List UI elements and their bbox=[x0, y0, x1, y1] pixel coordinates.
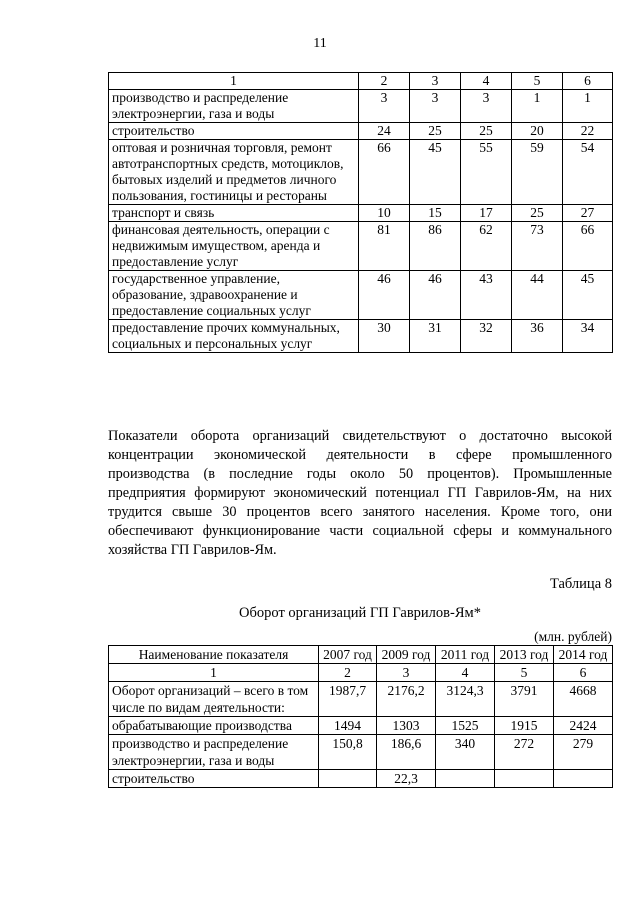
row-label: производство и распределение электроэнергии, газа и воды bbox=[109, 90, 359, 123]
cell-value: 150,8 bbox=[319, 735, 377, 770]
row-label: государственное управление, образование, здравоохранение и предоставление социальных услуг bbox=[109, 271, 359, 320]
column-number: 2 bbox=[359, 73, 410, 90]
activity-table bbox=[108, 72, 613, 353]
cell-value: 36 bbox=[512, 320, 563, 353]
cell-value: 46 bbox=[359, 271, 410, 320]
cell-value: 1494 bbox=[319, 717, 377, 735]
cell-value bbox=[554, 770, 613, 788]
row-label: транспорт и связь bbox=[109, 205, 359, 222]
cell-value: 25 bbox=[512, 205, 563, 222]
cell-value: 25 bbox=[410, 123, 461, 140]
column-header: Наименование показателя bbox=[109, 646, 319, 664]
cell-value: 55 bbox=[461, 140, 512, 205]
column-number: 1 bbox=[109, 664, 319, 682]
cell-value bbox=[319, 770, 377, 788]
cell-value: 81 bbox=[359, 222, 410, 271]
cell-value: 22 bbox=[563, 123, 613, 140]
row-label: предоставление прочих коммунальных, социальных и персональных услуг bbox=[109, 320, 359, 353]
page-number: 11 bbox=[313, 36, 327, 51]
cell-value: 3 bbox=[410, 90, 461, 123]
cell-value: 24 bbox=[359, 123, 410, 140]
cell-value: 30 bbox=[359, 320, 410, 353]
cell-value: 25 bbox=[461, 123, 512, 140]
cell-value: 2176,2 bbox=[377, 682, 436, 717]
turnover-table bbox=[108, 645, 613, 788]
cell-value: 45 bbox=[410, 140, 461, 205]
cell-value: 15 bbox=[410, 205, 461, 222]
table-row bbox=[109, 205, 613, 222]
cell-value: 4668 bbox=[554, 682, 613, 717]
table-title: Оборот организаций ГП Гаврилов-Ям* bbox=[239, 605, 481, 621]
table-number-label: Таблица 8 bbox=[549, 576, 612, 592]
table-header-row bbox=[109, 646, 613, 664]
cell-value: 32 bbox=[461, 320, 512, 353]
column-number: 6 bbox=[554, 664, 613, 682]
table-index-row bbox=[109, 664, 613, 682]
cell-value: 3791 bbox=[495, 682, 554, 717]
table-row bbox=[109, 140, 613, 205]
table-row bbox=[109, 271, 613, 320]
table-row bbox=[109, 682, 613, 717]
column-number: 5 bbox=[512, 73, 563, 90]
cell-value: 34 bbox=[563, 320, 613, 353]
cell-value: 1303 bbox=[377, 717, 436, 735]
cell-value: 44 bbox=[512, 271, 563, 320]
table-row bbox=[109, 717, 613, 735]
cell-value: 45 bbox=[563, 271, 613, 320]
column-header: 2009 год bbox=[377, 646, 436, 664]
column-number: 1 bbox=[109, 73, 359, 90]
cell-value: 86 bbox=[410, 222, 461, 271]
table-row bbox=[109, 222, 613, 271]
cell-value: 1915 bbox=[495, 717, 554, 735]
table-row bbox=[109, 320, 613, 353]
cell-value: 66 bbox=[563, 222, 613, 271]
column-header: 2014 год bbox=[554, 646, 613, 664]
cell-value: 1 bbox=[563, 90, 613, 123]
column-number: 4 bbox=[461, 73, 512, 90]
table-row bbox=[109, 123, 613, 140]
cell-value bbox=[436, 770, 495, 788]
column-header: 2011 год bbox=[436, 646, 495, 664]
cell-value: 186,6 bbox=[377, 735, 436, 770]
column-number: 2 bbox=[319, 664, 377, 682]
cell-value: 3 bbox=[461, 90, 512, 123]
cell-value: 20 bbox=[512, 123, 563, 140]
cell-value: 1 bbox=[512, 90, 563, 123]
table-row bbox=[109, 90, 613, 123]
column-number: 4 bbox=[436, 664, 495, 682]
cell-value: 62 bbox=[461, 222, 512, 271]
cell-value: 31 bbox=[410, 320, 461, 353]
column-number: 3 bbox=[410, 73, 461, 90]
cell-value: 10 bbox=[359, 205, 410, 222]
row-label: строительство bbox=[109, 123, 359, 140]
column-number: 5 bbox=[495, 664, 554, 682]
column-number: 6 bbox=[563, 73, 613, 90]
cell-value: 66 bbox=[359, 140, 410, 205]
cell-value: 279 bbox=[554, 735, 613, 770]
row-label: строительство bbox=[109, 770, 319, 788]
cell-value: 3 bbox=[359, 90, 410, 123]
cell-value: 46 bbox=[410, 271, 461, 320]
cell-value: 1987,7 bbox=[319, 682, 377, 717]
table-header-row bbox=[109, 73, 613, 90]
cell-value: 340 bbox=[436, 735, 495, 770]
cell-value: 22,3 bbox=[377, 770, 436, 788]
cell-value: 43 bbox=[461, 271, 512, 320]
column-number: 3 bbox=[377, 664, 436, 682]
cell-value bbox=[495, 770, 554, 788]
cell-value: 1525 bbox=[436, 717, 495, 735]
body-paragraph: Показатели оборота организаций свидетельствуют о достаточно высокой концентрации экономической деятельности в сфере промышленного производства (в последние годы около 50 процентов). Промышленные предприятия формируют экономический потенциал ГП Гаврилов-Ям, на них трудится свыше 30 процентов всего занятого населения. Кроме того, они обеспечивают функционирование части социальной сферы и коммунального хозяйства ГП Гаврилов-Ям. bbox=[108, 428, 612, 558]
column-header: 2007 год bbox=[319, 646, 377, 664]
cell-value: 2424 bbox=[554, 717, 613, 735]
row-label: производство и распределение электроэнергии, газа и воды bbox=[109, 735, 319, 770]
cell-value: 27 bbox=[563, 205, 613, 222]
row-label: Оборот организаций – всего в том числе по видам деятельности: bbox=[109, 682, 319, 717]
table-unit-label: (млн. рублей) bbox=[534, 629, 612, 644]
table-row bbox=[109, 735, 613, 770]
row-label: финансовая деятельность, операции с недвижимым имуществом, аренда и предоставление услуг bbox=[109, 222, 359, 271]
cell-value: 73 bbox=[512, 222, 563, 271]
row-label: оптовая и розничная торговля, ремонт автотранспортных средств, мотоциклов, бытовых изделий и предметов личного пользования, гостиницы и рестораны bbox=[109, 140, 359, 205]
cell-value: 17 bbox=[461, 205, 512, 222]
column-header: 2013 год bbox=[495, 646, 554, 664]
cell-value: 272 bbox=[495, 735, 554, 770]
row-label: обрабатывающие производства bbox=[109, 717, 319, 735]
cell-value: 3124,3 bbox=[436, 682, 495, 717]
cell-value: 59 bbox=[512, 140, 563, 205]
cell-value: 54 bbox=[563, 140, 613, 205]
table-row bbox=[109, 770, 613, 788]
